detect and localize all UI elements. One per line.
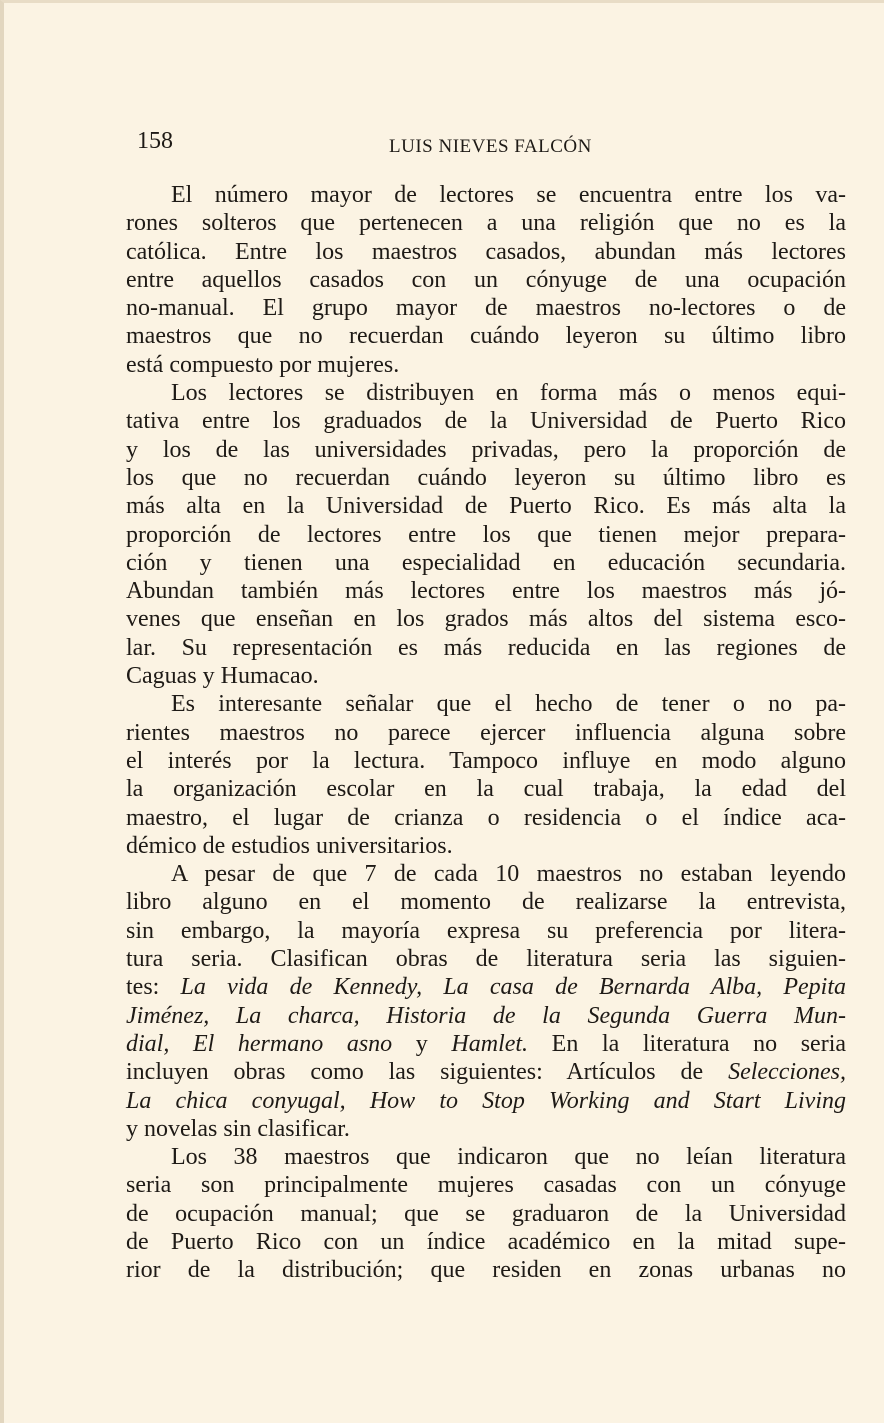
text-line bbox=[126, 973, 846, 1001]
book-titles: La chica conyugal, How to Stop Working and Start Living bbox=[126, 1087, 846, 1114]
paragraph-1 bbox=[126, 181, 846, 379]
text-line: Caguas y Humacao. bbox=[126, 663, 319, 690]
running-head: LUIS NIEVES FALCÓN bbox=[389, 136, 592, 157]
text-line: rones solteros que pertenecen a una religión que no es la bbox=[126, 210, 846, 237]
book-titles: La vida de Kennedy, La casa de Bernarda Alba, Pepita bbox=[180, 974, 847, 1001]
text-line: y novelas sin clasificar. bbox=[126, 1115, 350, 1142]
text-line bbox=[126, 1030, 846, 1058]
text-line: Abundan también más lectores entre los maestros más jó- bbox=[126, 578, 846, 605]
paragraph-5 bbox=[126, 1143, 846, 1284]
text-line: más alta en la Universidad de Puerto Rico. Es más alta la bbox=[126, 493, 846, 520]
text-line: rientes maestros no parece ejercer influencia alguna sobre bbox=[126, 719, 846, 746]
page-number: 158 bbox=[137, 128, 173, 154]
text-run: En la literatura no seria bbox=[528, 1030, 847, 1057]
text-line: proporción de lectores entre los que tienen mejor prepara- bbox=[126, 521, 846, 548]
text-line: los que no recuerdan cuándo leyeron su último libro es bbox=[126, 464, 846, 491]
text-line bbox=[126, 1087, 846, 1115]
text-line: libro alguno en el momento de realizarse la entrevista, bbox=[126, 889, 846, 916]
text-line: lar. Su representación es más reducida en las regiones de bbox=[126, 634, 846, 661]
text-line: tativa entre los graduados de la Universidad de Puerto Rico bbox=[126, 408, 846, 435]
text-line: el interés por la lectura. Tampoco influye en modo alguno bbox=[126, 747, 846, 774]
text-run: tes: bbox=[126, 974, 181, 1001]
book-titles: dial, El hermano asno bbox=[126, 1030, 393, 1057]
text-line: A pesar de que 7 de cada 10 maestros no estaban leyendo bbox=[171, 861, 846, 888]
text-line: Es interesante señalar que el hecho de tener o no pa- bbox=[171, 691, 846, 718]
text-line: y los de las universidades privadas, pero la proporción de bbox=[126, 436, 846, 463]
text-line: Los lectores se distribuyen en forma más o menos equi- bbox=[171, 380, 846, 407]
text-line: la organización escolar en la cual trabaja, la edad del bbox=[126, 776, 846, 803]
text-line: maestros que no recuerdan cuándo leyeron su último libro bbox=[126, 323, 846, 350]
book-title: Selecciones, bbox=[728, 1059, 846, 1086]
body-text bbox=[126, 181, 846, 1285]
paragraph-3 bbox=[126, 690, 846, 860]
paragraph-2 bbox=[126, 379, 846, 690]
text-line: católica. Entre los maestros casados, abundan más lectores bbox=[126, 238, 846, 265]
text-line: ción y tienen una especialidad en educación secundaria. bbox=[126, 549, 846, 576]
text-line: maestro, el lugar de crianza o residencia o el índice aca- bbox=[126, 804, 846, 831]
text-line bbox=[126, 1002, 846, 1030]
text-line bbox=[126, 1058, 846, 1086]
text-line: sin embargo, la mayoría expresa su preferencia por litera- bbox=[126, 917, 846, 944]
book-title: Hamlet. bbox=[451, 1030, 529, 1057]
text-line: entre aquellos casados con un cónyuge de una ocupación bbox=[126, 266, 846, 293]
text-line: no-manual. El grupo mayor de maestros no-lectores o de bbox=[126, 295, 846, 322]
text-line: de Puerto Rico con un índice académico en la mitad supe- bbox=[126, 1228, 846, 1255]
book-titles: Jiménez, La charca, Historia de la Segunda Guerra Mun- bbox=[126, 1002, 846, 1029]
text-line: de ocupación manual; que se graduaron de la Universidad bbox=[126, 1200, 846, 1227]
text-line: venes que enseñan en los grados más altos del sistema esco- bbox=[126, 606, 846, 633]
paragraph-4 bbox=[126, 860, 846, 1143]
text-line: Los 38 maestros que indicaron que no leían literatura bbox=[171, 1144, 846, 1171]
text-run: y bbox=[392, 1030, 452, 1057]
text-line: démico de estudios universitarios. bbox=[126, 832, 453, 859]
text-line: rior de la distribución; que residen en zonas urbanas no bbox=[126, 1257, 846, 1284]
text-line: El número mayor de lectores se encuentra entre los va- bbox=[171, 182, 846, 208]
text-line: seria son principalmente mujeres casadas con un cónyuge bbox=[126, 1172, 846, 1199]
text-line: está compuesto por mujeres. bbox=[126, 351, 400, 378]
text-line: tura seria. Clasifican obras de literatura seria las siguien- bbox=[126, 946, 846, 973]
text-run: incluyen obras como las siguientes: Artículos de bbox=[126, 1059, 729, 1086]
